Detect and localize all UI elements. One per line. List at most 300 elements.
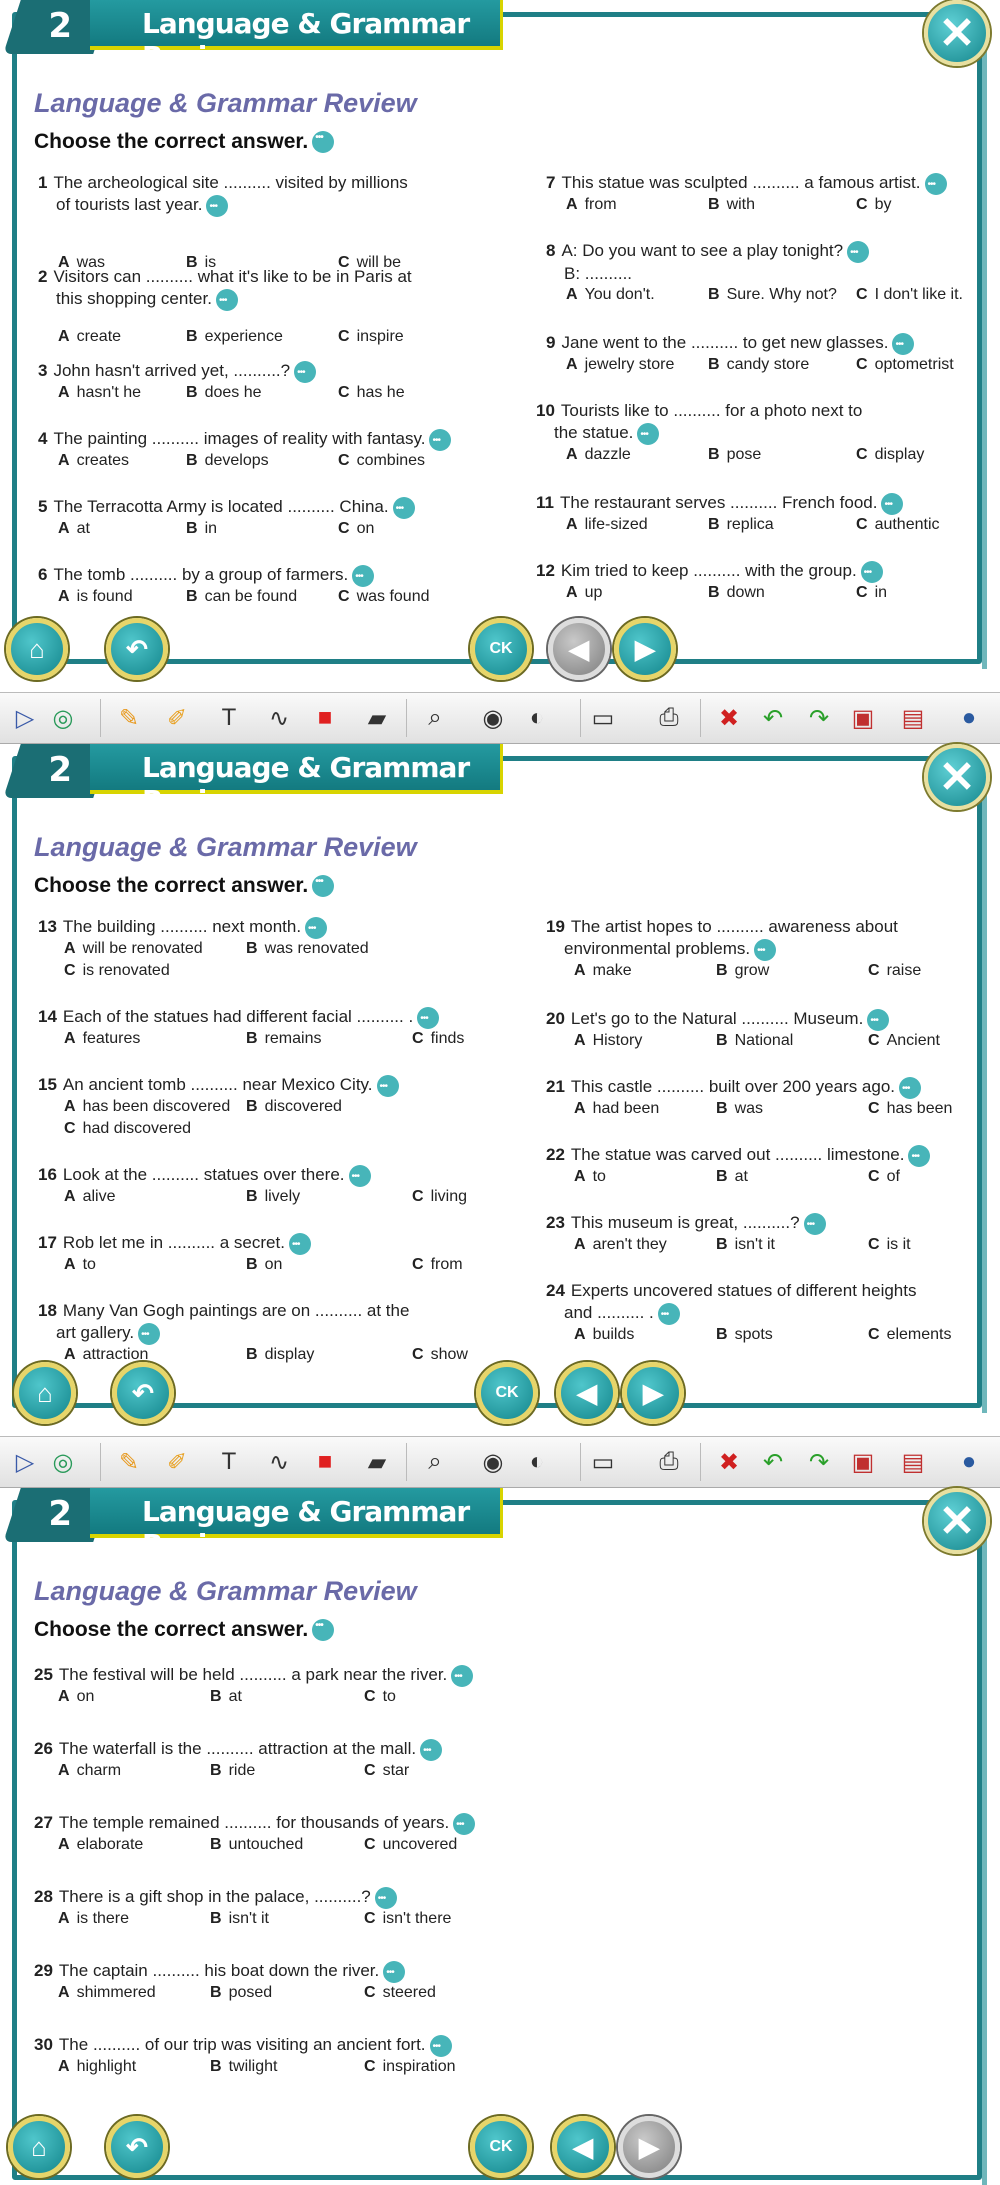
question-number: 26 xyxy=(34,1739,53,1758)
answer-option[interactable] xyxy=(210,1836,303,1854)
answer-key-button[interactable]: CK xyxy=(476,1362,538,1424)
back-button[interactable]: ↶ xyxy=(112,1362,174,1424)
answer-option[interactable] xyxy=(868,1032,940,1050)
audio-icon[interactable] xyxy=(430,2035,452,2057)
option-text: can be found xyxy=(204,588,298,605)
question-text-line2: this shopping center. xyxy=(56,289,212,308)
option-text: is there xyxy=(76,1910,130,1927)
question-item xyxy=(38,916,327,939)
question-item xyxy=(546,1212,826,1235)
audio-icon[interactable] xyxy=(453,1813,475,1835)
answer-option[interactable] xyxy=(566,286,655,304)
option-letter: B xyxy=(246,1098,258,1115)
shape-icon[interactable]: ■ xyxy=(317,1448,333,1475)
section-subtitle: Language & Grammar Review xyxy=(34,1576,417,1606)
question-item xyxy=(38,1232,311,1255)
question-text: Kim tried to keep .......... with the group. xyxy=(560,561,857,580)
answer-option[interactable] xyxy=(574,1168,606,1186)
audio-icon[interactable] xyxy=(138,1323,160,1345)
question-text-line2: environmental problems. xyxy=(564,939,751,958)
question-number: 3 xyxy=(38,361,48,380)
answer-option[interactable] xyxy=(58,384,141,402)
option-text: on xyxy=(76,1688,95,1705)
review-page-2 xyxy=(0,744,1000,1430)
question-text: There is a gift shop in the palace, ..........? xyxy=(58,1887,371,1906)
highlighter-icon[interactable]: ✐ xyxy=(166,704,188,732)
audio-icon[interactable] xyxy=(658,1303,680,1325)
answer-option[interactable] xyxy=(364,1762,409,1780)
answer-option[interactable] xyxy=(58,588,133,606)
audio-icon[interactable] xyxy=(847,241,869,263)
answer-option[interactable] xyxy=(210,2058,277,2076)
answer-option[interactable] xyxy=(364,1688,396,1706)
answer-option[interactable] xyxy=(210,1762,255,1780)
audio-icon[interactable] xyxy=(305,917,327,939)
question-number: 2 xyxy=(38,267,48,286)
option-text: to xyxy=(382,1688,396,1705)
option-text: alive xyxy=(82,1188,116,1205)
answer-option[interactable] xyxy=(210,1688,242,1706)
answer-option[interactable] xyxy=(716,1168,748,1186)
option-text: creates xyxy=(76,452,130,469)
option-text: at xyxy=(228,1688,242,1705)
option-letter: B xyxy=(246,940,258,957)
option-letter: B xyxy=(246,1188,258,1205)
answer-option[interactable] xyxy=(566,584,602,602)
question-item xyxy=(38,266,412,311)
mouse-icon[interactable]: ◎ xyxy=(52,1448,74,1476)
answer-option[interactable] xyxy=(566,446,631,464)
shape-icon[interactable]: ■ xyxy=(317,704,333,731)
back-button[interactable]: ↶ xyxy=(106,618,168,680)
option-text: show xyxy=(430,1346,468,1363)
option-letter: A xyxy=(574,1326,586,1343)
question-item xyxy=(38,172,408,217)
answer-option[interactable] xyxy=(856,196,891,214)
answer-option[interactable] xyxy=(708,356,809,374)
answer-option[interactable] xyxy=(186,384,262,402)
option-letter: C xyxy=(868,1326,880,1343)
next-button[interactable]: ▶ xyxy=(614,618,676,680)
answer-option[interactable] xyxy=(868,1326,951,1344)
audio-icon[interactable] xyxy=(377,1075,399,1097)
question-text: The restaurant serves .......... French food. xyxy=(559,493,878,512)
audio-icon[interactable] xyxy=(312,875,334,897)
close-button[interactable]: ✕ xyxy=(924,0,990,66)
audio-icon[interactable] xyxy=(867,1009,889,1031)
answer-option[interactable] xyxy=(412,1188,467,1206)
question-text: The festival will be held .......... a park near the river. xyxy=(58,1665,448,1684)
option-letter: A xyxy=(64,1188,76,1205)
answer-option[interactable] xyxy=(246,1098,342,1116)
audio-icon[interactable] xyxy=(892,333,914,355)
audio-icon[interactable] xyxy=(294,361,316,383)
answer-option[interactable] xyxy=(338,328,404,346)
answer-option[interactable] xyxy=(58,1984,156,2002)
option-letter: A xyxy=(574,962,586,979)
answer-option[interactable] xyxy=(58,1762,121,1780)
question-number: 16 xyxy=(38,1165,57,1184)
answer-option[interactable] xyxy=(716,1100,763,1118)
option-letter: B xyxy=(210,1910,222,1927)
answer-option[interactable] xyxy=(856,446,924,464)
zoom-icon[interactable]: ⌕ xyxy=(428,1448,442,1475)
answer-option[interactable] xyxy=(64,1188,115,1206)
answer-option[interactable] xyxy=(64,1346,148,1364)
answer-option[interactable] xyxy=(338,452,425,470)
close-button[interactable]: ✕ xyxy=(924,1488,990,1554)
audio-icon[interactable] xyxy=(861,561,883,583)
answer-option[interactable] xyxy=(708,196,755,214)
question-item xyxy=(38,428,451,451)
audio-icon[interactable] xyxy=(429,429,451,451)
review-page-3 xyxy=(0,1488,1000,2162)
option-letter: C xyxy=(856,584,868,601)
answer-option[interactable] xyxy=(186,588,297,606)
answer-option[interactable] xyxy=(708,446,761,464)
question-text: The tomb .......... by a group of farmers. xyxy=(53,565,349,584)
back-button[interactable]: ↶ xyxy=(106,2116,168,2178)
answer-option[interactable] xyxy=(708,286,837,304)
question-item xyxy=(38,1074,399,1097)
option-text: elements xyxy=(886,1326,952,1343)
previous-button[interactable]: ◀ xyxy=(552,2116,614,2178)
option-letter: C xyxy=(412,1346,424,1363)
close-button[interactable]: ✕ xyxy=(924,744,990,810)
audio-icon[interactable] xyxy=(289,1233,311,1255)
answer-option[interactable] xyxy=(412,1256,463,1274)
question-item xyxy=(38,1300,409,1345)
audio-icon[interactable] xyxy=(375,1887,397,1909)
banner-title-bar xyxy=(90,1488,503,1561)
previous-button[interactable]: ◀ xyxy=(556,1362,618,1424)
answer-option[interactable] xyxy=(58,520,90,538)
option-letter: B xyxy=(708,584,720,601)
answer-option[interactable] xyxy=(64,940,203,958)
question-number: 19 xyxy=(546,917,565,936)
question-number: 28 xyxy=(34,1887,53,1906)
option-letter: A xyxy=(64,1256,76,1273)
play-arrow-icon[interactable]: ▷ xyxy=(15,704,35,732)
question-text-line2: and .......... . xyxy=(564,1303,654,1322)
pencil-icon[interactable]: ✎ xyxy=(118,1448,140,1476)
mouse-icon[interactable]: ◎ xyxy=(52,704,74,732)
option-letter: A xyxy=(58,1910,70,1927)
next-button[interactable]: ▶ xyxy=(622,1362,684,1424)
question-number: 11 xyxy=(536,493,554,512)
answer-option[interactable] xyxy=(246,1256,282,1274)
option-text: is found xyxy=(76,588,133,605)
clear-icon[interactable]: ✖ xyxy=(718,704,740,732)
answer-option[interactable] xyxy=(58,328,121,346)
audio-icon[interactable] xyxy=(637,423,659,445)
question-text: Tourists like to .......... for a photo next to xyxy=(560,401,863,420)
answer-option[interactable] xyxy=(58,1836,143,1854)
question-text: The painting .......... images of reality with fantasy. xyxy=(53,429,426,448)
answer-option[interactable] xyxy=(566,196,617,214)
option-text: inspire xyxy=(356,328,404,345)
option-text: by xyxy=(874,196,892,213)
option-text: living xyxy=(430,1188,468,1205)
answer-option[interactable] xyxy=(186,452,269,470)
question-text: This statue was sculpted .......... a famous artist. xyxy=(561,173,921,192)
answer-option[interactable] xyxy=(716,1236,775,1254)
audio-icon[interactable] xyxy=(349,1165,371,1187)
answer-option[interactable] xyxy=(210,1910,269,1928)
answer-option[interactable] xyxy=(856,516,940,534)
answer-option[interactable] xyxy=(574,1032,642,1050)
audio-icon[interactable] xyxy=(925,173,947,195)
option-text: posed xyxy=(228,1984,273,2001)
answer-option[interactable] xyxy=(856,286,963,304)
question-number: 1 xyxy=(38,173,48,192)
audio-icon[interactable] xyxy=(393,497,415,519)
answer-option[interactable] xyxy=(868,1168,900,1186)
option-letter: B xyxy=(186,254,198,271)
answer-option[interactable] xyxy=(574,1236,667,1254)
screenshot-icon[interactable]: ▭ xyxy=(591,1448,615,1476)
answer-option[interactable] xyxy=(716,1326,773,1344)
option-text: aren't they xyxy=(592,1236,667,1253)
answer-option[interactable] xyxy=(574,1326,634,1344)
reveal-icon[interactable]: ◐ xyxy=(529,704,545,731)
option-letter: B xyxy=(716,1168,728,1185)
previous-button[interactable]: ◀ xyxy=(548,618,610,680)
option-text: isn't it xyxy=(734,1236,775,1253)
highlighter-icon[interactable]: ✐ xyxy=(166,1448,188,1476)
save-icon[interactable]: ▣ xyxy=(851,1448,875,1476)
unit-number-badge: 2 xyxy=(3,744,111,798)
undo-icon[interactable]: ↶ xyxy=(762,704,784,732)
answer-option[interactable] xyxy=(210,1984,272,2002)
audio-icon[interactable] xyxy=(754,939,776,961)
answer-option[interactable] xyxy=(708,516,774,534)
question-text: Let's go to the Natural .......... Museum. xyxy=(570,1009,864,1028)
answer-option[interactable] xyxy=(364,1984,436,2002)
answer-option[interactable] xyxy=(716,1032,793,1050)
save-icon[interactable]: ▣ xyxy=(851,704,875,732)
home-button[interactable]: ⌂ xyxy=(8,2116,70,2178)
option-letter: C xyxy=(412,1030,424,1047)
option-letter: B xyxy=(210,1836,222,1853)
question-item xyxy=(536,560,883,583)
answer-option[interactable] xyxy=(186,328,283,346)
redo-icon[interactable]: ↷ xyxy=(808,1448,830,1476)
answer-option[interactable] xyxy=(868,1100,952,1118)
answer-option[interactable] xyxy=(856,356,954,374)
answer-option[interactable] xyxy=(64,1120,191,1138)
question-text: John hasn't arrived yet, ..........? xyxy=(53,361,291,380)
web-icon[interactable]: ● xyxy=(961,704,977,731)
option-letter: C xyxy=(364,1836,376,1853)
answer-option[interactable] xyxy=(716,962,769,980)
option-text: authentic xyxy=(874,516,940,533)
option-text: grow xyxy=(734,962,770,979)
audio-icon[interactable] xyxy=(420,1739,442,1761)
play-arrow-icon[interactable]: ▷ xyxy=(15,1448,35,1476)
answer-option[interactable] xyxy=(186,520,217,538)
print-icon[interactable]: ⎙ xyxy=(659,1448,679,1475)
answer-option[interactable] xyxy=(246,940,369,958)
text-icon[interactable]: T xyxy=(221,1448,237,1475)
option-text: will be xyxy=(356,254,402,271)
answer-option[interactable] xyxy=(868,962,921,980)
question-item xyxy=(38,1164,371,1187)
option-letter: B xyxy=(246,1346,258,1363)
answer-option[interactable] xyxy=(574,1100,659,1118)
audio-icon[interactable] xyxy=(383,1961,405,1983)
question-item xyxy=(38,496,415,519)
option-text: had discovered xyxy=(82,1120,192,1137)
answer-option[interactable] xyxy=(708,584,765,602)
spotlight-icon[interactable]: ◉ xyxy=(482,704,504,732)
option-letter: C xyxy=(338,452,350,469)
clear-icon[interactable]: ✖ xyxy=(718,1448,740,1476)
audio-icon[interactable] xyxy=(804,1213,826,1235)
option-letter: B xyxy=(186,588,198,605)
option-letter: B xyxy=(210,2058,222,2075)
answer-option[interactable] xyxy=(338,588,430,606)
answer-option[interactable] xyxy=(64,1098,230,1116)
answer-option[interactable] xyxy=(338,384,405,402)
audio-icon[interactable] xyxy=(312,131,334,153)
option-letter: A xyxy=(58,328,70,345)
question-number: 29 xyxy=(34,1961,53,1980)
answer-option[interactable] xyxy=(574,962,632,980)
unit-banner xyxy=(6,0,501,73)
unit-number-badge: 2 xyxy=(3,1488,111,1542)
save-as-icon[interactable]: ▤ xyxy=(901,1448,925,1476)
option-text: at xyxy=(734,1168,748,1185)
answer-key-button[interactable]: CK xyxy=(470,2116,532,2178)
option-letter: B xyxy=(708,446,720,463)
audio-icon[interactable] xyxy=(417,1007,439,1029)
answer-option[interactable] xyxy=(566,356,674,374)
screenshot-icon[interactable]: ▭ xyxy=(591,704,615,732)
option-letter: C xyxy=(364,2058,376,2075)
next-button[interactable]: ▶ xyxy=(618,2116,680,2178)
option-letter: C xyxy=(856,286,868,303)
audio-icon[interactable] xyxy=(216,289,238,311)
audio-icon[interactable] xyxy=(352,565,374,587)
annotation-toolbar xyxy=(0,692,1000,744)
answer-option[interactable] xyxy=(364,1836,457,1854)
option-text: down xyxy=(726,584,765,601)
answer-option[interactable] xyxy=(64,1030,140,1048)
question-number: 4 xyxy=(38,429,48,448)
option-text: remains xyxy=(264,1030,322,1047)
answer-option[interactable] xyxy=(412,1030,464,1048)
question-number: 23 xyxy=(546,1213,565,1232)
answer-option[interactable] xyxy=(246,1188,300,1206)
curve-icon[interactable]: ∿ xyxy=(268,704,290,732)
option-text: I don't like it. xyxy=(874,286,963,303)
unit-banner xyxy=(6,1488,501,1561)
text-icon[interactable]: T xyxy=(221,704,237,731)
answer-key-button[interactable]: CK xyxy=(470,618,532,680)
eraser-icon[interactable]: ▰ xyxy=(367,1448,387,1476)
zoom-icon[interactable]: ⌕ xyxy=(428,704,442,731)
answer-option[interactable] xyxy=(412,1346,468,1364)
option-letter: C xyxy=(364,1910,376,1927)
web-icon[interactable]: ● xyxy=(961,1448,977,1475)
question-item xyxy=(34,1664,473,1687)
option-letter: C xyxy=(868,1236,880,1253)
answer-option[interactable] xyxy=(246,1030,321,1048)
option-text: hasn't he xyxy=(76,384,141,401)
option-letter: C xyxy=(364,1984,376,2001)
audio-icon[interactable] xyxy=(206,195,228,217)
answer-option[interactable] xyxy=(58,1688,94,1706)
option-text: optometrist xyxy=(874,356,954,373)
eraser-icon[interactable]: ▰ xyxy=(367,704,387,732)
print-icon[interactable]: ⎙ xyxy=(659,704,679,731)
option-letter: A xyxy=(64,940,76,957)
answer-option[interactable] xyxy=(58,1910,129,1928)
spotlight-icon[interactable]: ◉ xyxy=(482,1448,504,1476)
answer-option[interactable] xyxy=(64,1256,96,1274)
answer-option[interactable] xyxy=(566,516,648,534)
answer-option[interactable] xyxy=(246,1346,314,1364)
home-button[interactable]: ⌂ xyxy=(6,618,68,680)
option-letter: C xyxy=(856,446,868,463)
question-text-line2: the statue. xyxy=(554,423,634,442)
answer-option[interactable] xyxy=(64,962,170,980)
audio-icon[interactable] xyxy=(312,1619,334,1641)
answer-option[interactable] xyxy=(338,520,374,538)
question-text-continued xyxy=(546,938,898,961)
audio-icon[interactable] xyxy=(899,1077,921,1099)
option-text: finds xyxy=(430,1030,465,1047)
question-number: 25 xyxy=(34,1665,53,1684)
toolbar-separator xyxy=(700,1443,701,1481)
option-text: steered xyxy=(382,1984,436,2001)
undo-icon[interactable]: ↶ xyxy=(762,1448,784,1476)
answer-option[interactable] xyxy=(58,2058,136,2076)
answer-option[interactable] xyxy=(868,1236,911,1254)
question-text-continued xyxy=(546,263,869,285)
redo-icon[interactable]: ↷ xyxy=(808,704,830,732)
option-text: elaborate xyxy=(76,1836,144,1853)
answer-option[interactable] xyxy=(58,452,129,470)
option-text: of xyxy=(886,1168,900,1185)
unit-number-badge: 2 xyxy=(3,0,111,54)
unit-banner xyxy=(6,744,501,817)
question-number: 21 xyxy=(546,1077,565,1096)
option-letter: A xyxy=(58,1836,70,1853)
answer-option[interactable] xyxy=(856,584,887,602)
option-letter: C xyxy=(364,1688,376,1705)
home-button[interactable]: ⌂ xyxy=(14,1362,76,1424)
audio-icon[interactable] xyxy=(908,1145,930,1167)
pencil-icon[interactable]: ✎ xyxy=(118,704,140,732)
answer-option[interactable] xyxy=(364,1910,451,1928)
option-text: isn't there xyxy=(382,1910,452,1927)
option-letter: A xyxy=(574,1236,586,1253)
answer-option[interactable] xyxy=(364,2058,456,2076)
option-text: has been discovered xyxy=(82,1098,231,1115)
save-as-icon[interactable]: ▤ xyxy=(901,704,925,732)
option-letter: B xyxy=(210,1984,222,2001)
question-number: 10 xyxy=(536,401,555,420)
audio-icon[interactable] xyxy=(881,493,903,515)
audio-icon[interactable] xyxy=(451,1665,473,1687)
curve-icon[interactable]: ∿ xyxy=(268,1448,290,1476)
option-letter: C xyxy=(338,520,350,537)
reveal-icon[interactable]: ◐ xyxy=(529,1448,545,1475)
question-number: 13 xyxy=(38,917,57,936)
question-number: 8 xyxy=(546,241,556,260)
